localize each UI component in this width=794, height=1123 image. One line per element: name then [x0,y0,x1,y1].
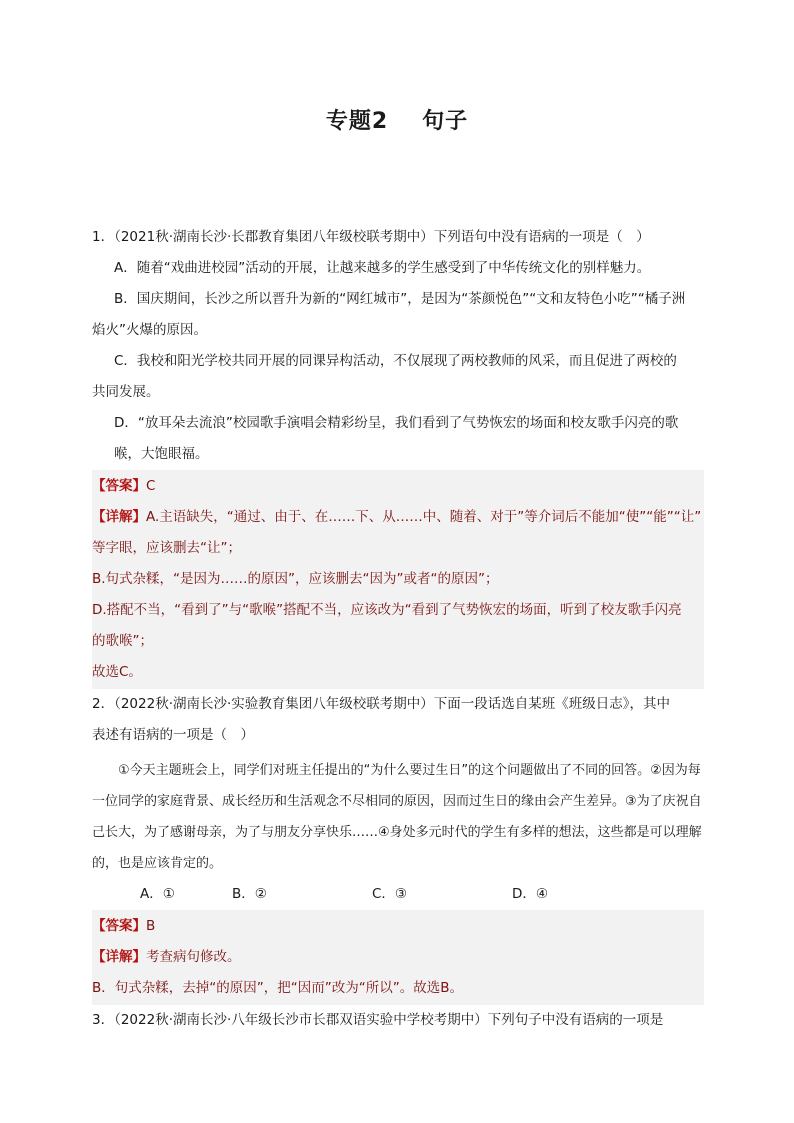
document-body [92,222,704,1036]
question-2-detail-line: B．句式杂糅，去掉“的原因”，把“因而”改为“所以”。故选B。 [92,980,463,996]
question-2-answer: 【答案】B [92,918,156,934]
title-main: 专题2 [325,109,389,134]
question-1-detail-line: 等字眼，应该删去“让”； [92,540,241,556]
question-2-choices [140,879,704,910]
title-sub: 句子 [422,109,469,134]
question-1-option-b: B．国庆期间，长沙之所以晋升为新的“网红城市”，是因为“茶颜悦色”“文和友特色小吃”“橘子洲 [114,291,686,307]
question-2-stem: 2．（2022秋·湖南长沙·实验教育集团八年级校联考期中）下面一段话选自某班《班级日志》，其中 [92,696,671,712]
choice-d: D．④ [512,886,548,902]
question-2-stem-cont: 表述有语病的一项是（ ） [92,727,254,743]
question-1-answer-box [92,470,704,689]
question-1-option-c-cont: 共同发展。 [92,384,160,400]
question-1-answer: 【答案】C [92,478,156,494]
question-1-stem: 1．（2021秋·湖南长沙·长郡教育集团八年级校联考期中）下列语句中没有语病的一项是（ ） [92,229,650,245]
choice-a: A．① [140,886,175,902]
question-2-answer-box [92,910,704,1005]
question-2-detail: 【详解】考查病句修改。 [92,949,241,965]
question-1-option-a: A．随着“戏曲进校园”活动的开展，让越来越多的学生感受到了中华传统文化的别样魅力。 [114,260,651,276]
question-2-passage: ①今天主题班会上，同学们对班主任提出的“为什么要过生日”的这个问题做出了不同的回答。②因为每一位同学的家庭背景、成长经历和生活观念不尽相同的原因，因而过生日的缘由会产生差异。③为了庆祝自己长大，为了感谢母亲，为了与朋友分享快乐……④身处多元时代的学生有多样的想法，这些都是可以理解的，也是应该肯定的。 [92,763,702,871]
choice-c: C．③ [372,886,408,902]
question-1-option-b-cont: 焰火”火爆的原因。 [92,322,207,338]
question-3-stem: 3．（2022秋·湖南长沙·八年级长沙市长郡双语实验中学校考期中）下列句子中没有语病的一项是 [92,1012,664,1028]
question-1-detail-line: D.搭配不当，“看到了”与“歌喉”搭配不当，应该改为“看到了气势恢宏的场面，听到了校友歌手闪亮 [92,602,682,618]
page-title [0,104,794,135]
question-1-option-d-cont: 喉，大饱眼福。 [114,446,209,462]
question-1-option-c: C．我校和阳光学校共同开展的同课异构活动，不仅展现了两校教师的风采，而且促进了两校的 [114,353,677,369]
question-1-option-d: D．“放耳朵去流浪”校园歌手演唱会精彩纷呈，我们看到了气势恢宏的场面和校友歌手闪亮的歌 [114,415,679,431]
question-1-detail: 【详解】A.主语缺失，“通过、由于、在……下、从……中、随着、对于”等介词后不能加“使”“能”“让” [92,509,702,525]
choice-b: B．② [232,886,267,902]
question-1-detail-line: 故选C。 [92,664,142,680]
question-1-detail-line: 的歌喉”； [92,633,153,649]
question-1-detail-line: B.句式杂糅，“是因为……的原因”，应该删去“因为”或者“的原因”； [92,571,499,587]
